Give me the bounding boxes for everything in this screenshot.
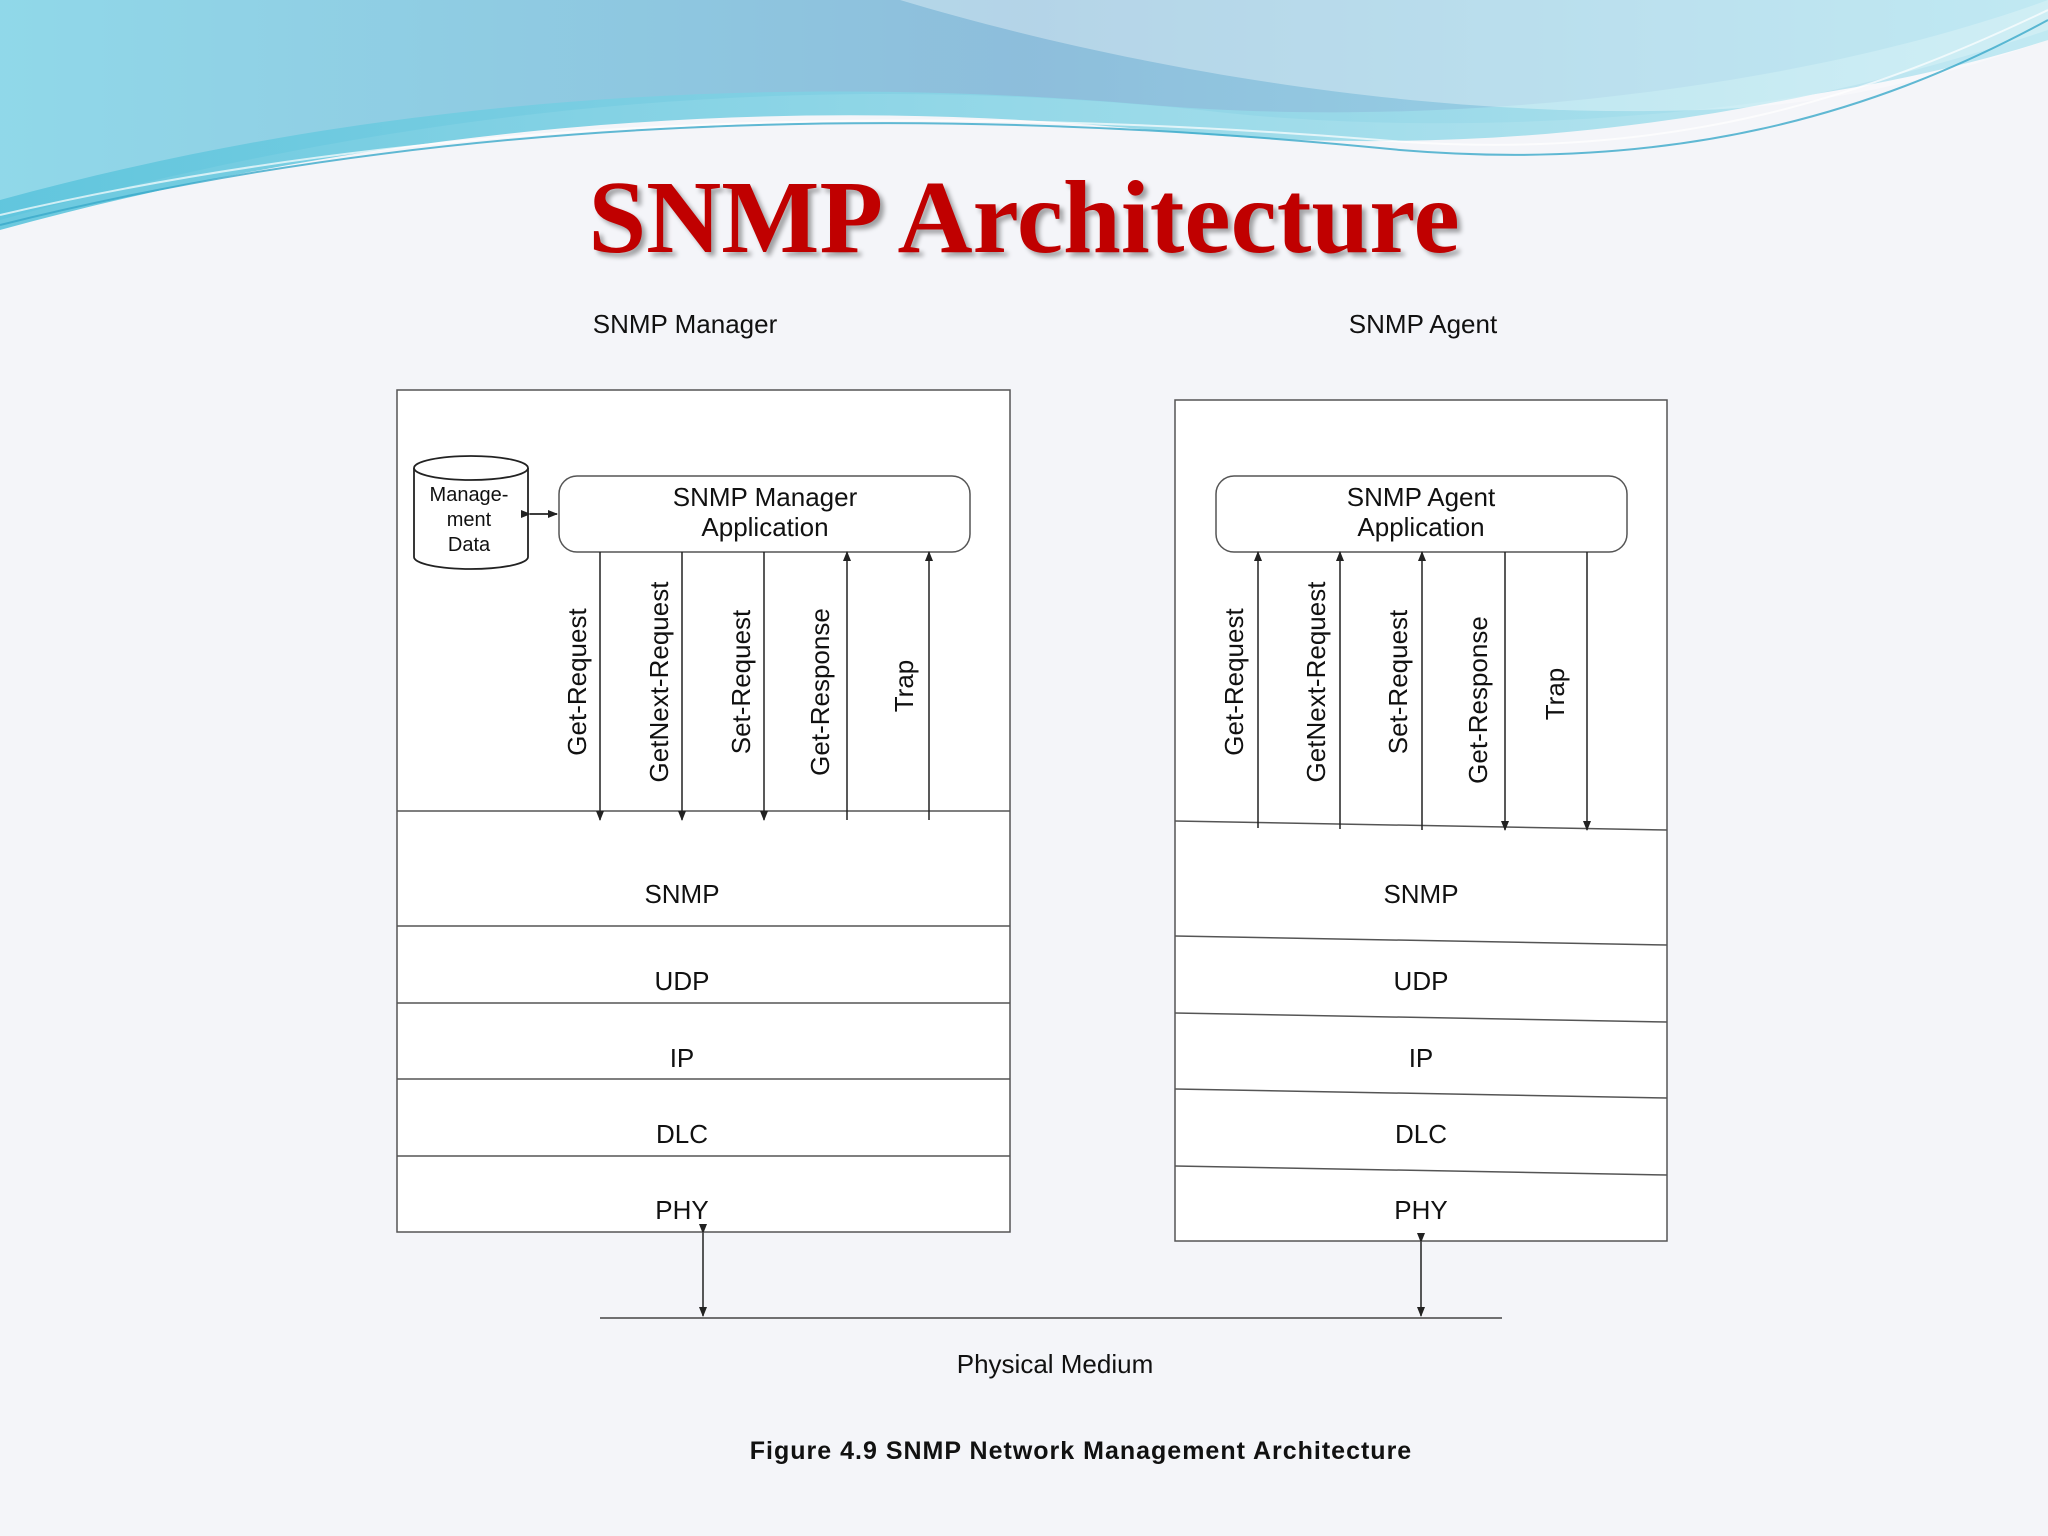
manager-msg-get-request: Get-Request xyxy=(562,608,592,756)
agent-msg-set-request: Set-Request xyxy=(1383,609,1413,755)
manager-layer-snmp: SNMP xyxy=(644,879,720,909)
figure-caption: Figure 4.9 SNMP Network Management Architecture xyxy=(749,1437,1413,1465)
manager-app-label-line2: Application xyxy=(701,512,829,542)
manager-msg-trap: Trap xyxy=(889,659,919,713)
agent-app-label-line1: SNMP Agent xyxy=(1346,482,1496,512)
agent-stack xyxy=(1175,400,1667,1241)
manager-app-label-line1: SNMP Manager xyxy=(672,482,858,512)
agent-layer-ip: IP xyxy=(1408,1043,1434,1073)
manager-msg-getnext-request: GetNext-Request xyxy=(644,581,674,783)
agent-msg-getnext-request: GetNext-Request xyxy=(1301,581,1331,783)
manager-msg-get-response: Get-Response xyxy=(805,608,835,776)
database-label-line3: Data xyxy=(447,534,491,556)
manager-msg-set-request: Set-Request xyxy=(726,609,756,755)
agent-layer-udp: UDP xyxy=(1393,966,1449,996)
agent-app-label-line2: Application xyxy=(1357,512,1485,542)
agent-layer-phy: PHY xyxy=(1394,1195,1448,1225)
manager-layer-phy: PHY xyxy=(655,1195,709,1225)
agent-layer-snmp: SNMP xyxy=(1383,879,1459,909)
agent-msg-trap: Trap xyxy=(1540,667,1570,721)
agent-heading: SNMP Agent xyxy=(1348,309,1498,339)
database-label-line1: Manage- xyxy=(429,484,509,506)
agent-msg-get-response: Get-Response xyxy=(1463,616,1493,784)
agent-layer-dlc: DLC xyxy=(1394,1119,1448,1149)
slide-title: SNMP Architecture xyxy=(588,160,1460,275)
physical-medium-label: Physical Medium xyxy=(956,1349,1154,1379)
agent-msg-get-request: Get-Request xyxy=(1219,608,1249,756)
database-label-line2: ment xyxy=(446,509,492,531)
manager-stack xyxy=(397,390,1010,1232)
manager-layer-ip: IP xyxy=(669,1043,695,1073)
manager-layer-dlc: DLC xyxy=(655,1119,709,1149)
management-data-database-icon xyxy=(414,456,528,569)
manager-layer-udp: UDP xyxy=(654,966,710,996)
manager-heading: SNMP Manager xyxy=(592,309,778,339)
